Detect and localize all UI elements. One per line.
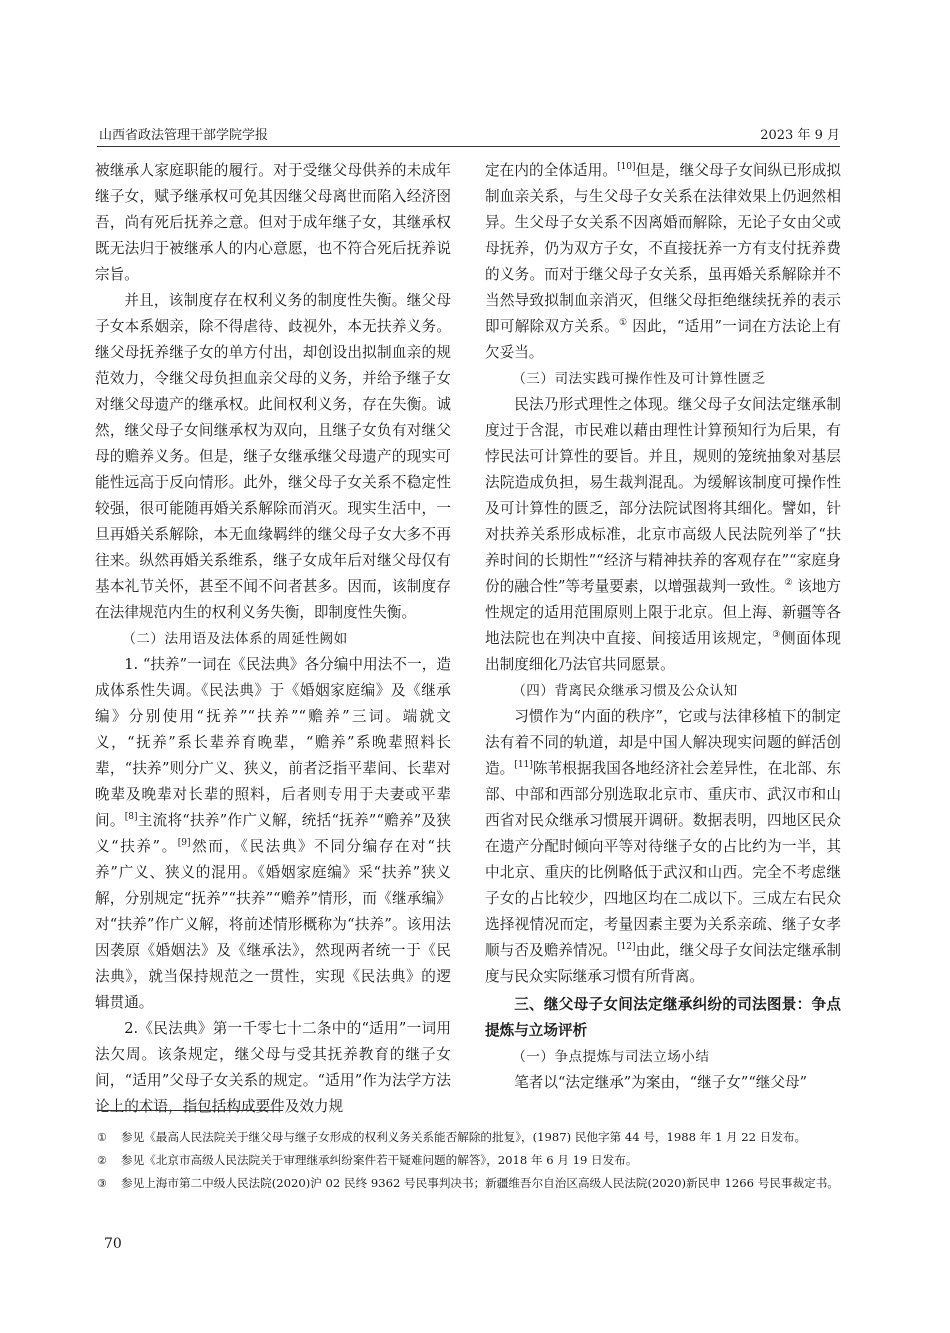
citation: [8] <box>124 812 138 822</box>
text-run: 侧面体现出制度细化乃法官共同愿景。 <box>485 630 841 673</box>
paragraph <box>485 392 841 678</box>
text-run: 1. “扶养”一词在《民法典》各分编中用法不一，造成体系性失调。《民法典》于《婚姻家庭编》及《继承编》分别使用“抚养”“扶养”“赡养”三词。端就文义，“抚养”系长辈养育晚辈，“赡养”系晚辈照料长辈，“扶养”则分广义、狭义，前者泛指平辈间、长辈对晚辈及晚辈对长辈的照料，后者则专用于夫妻或平辈间。 <box>95 656 451 829</box>
text-run: 因此，“适用”一词在方法论上有欠妥当。 <box>485 318 841 361</box>
section-heading: （三）司法实践可操作性及可计算性匮乏 <box>512 371 766 387</box>
text-run: 主流将“扶养”作广义解，统括“抚养”“赡养”及狭义“扶养”。 <box>95 812 451 855</box>
text-run: 然而，《民法典》不同分编存在对“扶养”广义、狭义的混用。《婚姻家庭编》采“扶养”狭义解，分别规定“抚养”“扶养”“赡养”情形，而《继承编》对“扶养”作广义解，将前述情形概称为“扶养”。该用法因袭原《婚姻法》及《继承法》，然现两者统一于《民法典》，就当保持规范之一贯性，实现《民法典》的逻辑贯通。 <box>95 838 451 1011</box>
section-heading: （一）争点提炼与司法立场小结 <box>512 1049 710 1065</box>
paragraph <box>485 158 841 366</box>
footnote-ref: ① <box>618 318 628 328</box>
footnote-ref: ③ <box>772 630 781 640</box>
footnote-text: 参见《北京市高级人民法院关于审理继承纠纷案件若干疑难问题的解答》，2018 年 6 月 19 日发布。 <box>121 1153 638 1167</box>
text-run: 该地方性规定的适用范围原则上限于北京。但上海、新疆等各地法院也在判决中直接、间接适用该规定， <box>485 578 841 647</box>
footnote-mark: ② <box>97 1154 107 1167</box>
text-run: 习惯作为“内面的秩序”，它或与法律移植下的制定法有着不同的轨道，却是中国人解决现实问题的鲜活创造。 <box>485 708 841 777</box>
section-heading: （四）背离民众继承习惯及公众认知 <box>512 683 738 699</box>
citation: [12] <box>617 942 636 952</box>
footnote <box>97 1128 842 1147</box>
chapter-heading: 三、继父母子女间法定继承纠纷的司法图景：争点提炼与立场评析 <box>485 996 841 1039</box>
paragraph: 被继承人家庭职能的履行。对于受继父母供养的未成年继子女，赋予继承权可免其因继父母离世而陷入经济囹吾，尚有死后抚养之意。但对于成年继子女，其继承权既无法归于被继承人的内心意愿，也不符合死后抚养说宗旨。 <box>95 162 451 283</box>
paragraph: 笔者以“法定继承”为案由，“继子女”“继父母” <box>514 1074 808 1091</box>
footnote <box>97 1151 842 1170</box>
paragraph: 并且，该制度存在权利义务的制度性失衡。继父母子女本系姻亲，除不得虐待、歧视外，本无扶养义务。继父母抚养继子女的单方付出，却创设出拟制血亲的规范效力，令继父母负担血亲父母的义务，并给予继子女对继父母遗产的继承权。此间权利义务，存在失衡。诚然，继父母子女间继承权为双向，且继子女负有对继父母的赡养义务。但是，继子女继承继父母遗产的现实可能性远高于反向情形。此外，继父母子女关系不稳定性较强，很可能随再婚关系解除而消灭。现实生活中，一旦再婚关系解除，本无血缘羁绊的继父母子女大多不再往来。纵然再婚关系维系，继子女成年后对继父母仅有基本礼节关怀，甚至不闻不问者甚多。因而，该制度存在法律规范内生的权利义务失衡，即制度性失衡。 <box>95 292 451 621</box>
footnote-divider <box>97 1110 283 1111</box>
journal-title: 山西省政法管理干部学院学报 <box>99 128 269 143</box>
footnote-mark: ③ <box>97 1177 107 1190</box>
issue-date: 2023 年 9 月 <box>760 128 840 143</box>
right-column <box>485 158 841 1096</box>
text-run: 由此，继父母子女间法定继承制度与民众实际继承习惯有所背离。 <box>485 942 841 985</box>
text-run: 民法乃形式理性之体现。继父母子女间法定继承制度过于含混，市民难以藉由理性计算预知行为后果，有悖民法可计算性的要旨。并且，规则的笼统抽象对基层法院造成负担，易生裁判混乱。为缓解该制度可操作性及可计算性的匮乏，部分法院试图将其细化。譬如，针对扶养关系形成标准，北京市高级人民法院列举了“扶养时间的长期性”“经济与精神扶养的客观存在”“家庭身份的融合性”等考量要素，以增强裁判一致性。 <box>485 396 841 595</box>
text-run: 陈苇根据我国各地经济社会差异性，在北部、东部、中部和西部分别选取北京市、重庆市、武汉市和山西省对民众继承习惯展开调研。数据表明，四地区民众在遗产分配时倾向平等对待继子女的占比约为一半，其中北京、重庆的比例略低于武汉和山西。完全不考虑继子女的占比较少，四地区均在二成以下。三成左右民众选择视情况而定，考量因素主要为关系亲疏、继子女孝顺与否及赡养情况。 <box>485 760 841 959</box>
footnote-mark: ① <box>97 1131 107 1144</box>
footnote-text: 参见上海市第二中级人民法院(2020)沪 02 民终 9362 号民事判决书；新疆维吾尔自治区高级人民法院(2020)新民申 1266 号民事裁定书。 <box>121 1176 839 1190</box>
paragraph <box>485 704 841 990</box>
footnote-text: 参见《最高人民法院关于继父母与继子女形成的权利义务关系能否解除的批复》，(1987) 民他字第 44 号，1988 年 1 月 22 日发布。 <box>121 1130 807 1144</box>
page-number: 70 <box>104 1236 122 1252</box>
citation: [10] <box>617 162 636 172</box>
left-column <box>95 158 451 1120</box>
footnote <box>97 1174 842 1193</box>
citation: [9] <box>177 838 191 848</box>
paragraph <box>95 652 451 1016</box>
text-run: 定在内的全体适用。 <box>485 162 618 179</box>
citation: [11] <box>514 760 533 770</box>
footnote-ref: ② <box>784 578 793 588</box>
text-run: 但是，继父母子女间纵已形成拟制血亲关系，与生父母子女关系在法律效果上仍迥然相异。生父母子女关系不因离婚而解除，无论子女由父或母抚养，仍为双方子女，不直接抚养一方有支付抚养费的义务。而对于继父母子女关系，虽再婚关系解除并不当然导致拟制血亲消灭，但继父母拒绝继续抚养的表示即可解除双方关系。 <box>485 162 841 335</box>
running-header <box>97 124 840 147</box>
paragraph: 2.《民法典》第一千零七十二条中的“适用”一词用法欠周。该条规定，继父母与受其抚养教育的继子女间，“适用”父母子女关系的规定。“适用”作为法学方法论上的术语，指包括构成要件及效力规 <box>95 1020 451 1115</box>
section-heading: （二）法用语及法体系的周延性阙如 <box>122 631 348 647</box>
footnotes <box>97 1128 842 1197</box>
